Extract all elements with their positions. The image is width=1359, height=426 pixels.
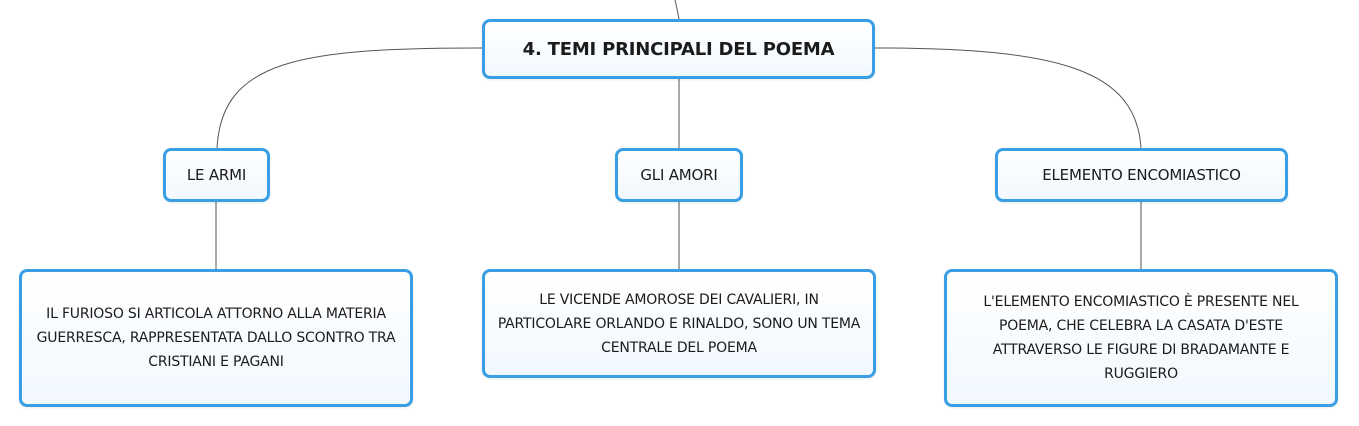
description-text: LE VICENDE AMOROSE DEI CAVALIERI, IN PARTICOLARE ORLANDO E RINALDO, SONO UN TEMA CENTRALE DEL POEMA bbox=[497, 291, 861, 356]
root-node-temi-principali[interactable] bbox=[482, 19, 875, 79]
topic-node-label: ELEMENTO ENCOMIASTICO bbox=[1042, 166, 1241, 184]
topic-node-label: LE ARMI bbox=[186, 166, 247, 184]
connector-root-to-encomiastico bbox=[875, 48, 1141, 148]
description-node-elemento-encomiastico[interactable] bbox=[944, 269, 1338, 407]
description-node-le-armi[interactable] bbox=[19, 269, 413, 407]
topic-node-gli-amori[interactable] bbox=[615, 148, 743, 202]
description-node-gli-amori[interactable] bbox=[482, 269, 876, 378]
connector-root-to-le-armi bbox=[217, 48, 482, 148]
topic-node-elemento-encomiastico[interactable] bbox=[995, 148, 1288, 202]
description-text: L'ELEMENTO ENCOMIASTICO È PRESENTE NEL POEMA, CHE CELEBRA LA CASATA D'ESTE ATTRAVERSO LE FIGURE DI BRADAMANTE E RUGGIERO bbox=[983, 294, 1299, 382]
connector-parent-to-root bbox=[675, 0, 679, 19]
topic-node-le-armi[interactable] bbox=[163, 148, 270, 202]
description-text: IL FURIOSO SI ARTICOLA ATTORNO ALLA MATERIA GUERRESCA, RAPPRESENTATA DALLO SCONTRO TRA CRISTIANI E PAGANI bbox=[36, 306, 396, 370]
topic-node-label: GLI AMORI bbox=[640, 166, 718, 184]
root-node-label: 4. TEMI PRINCIPALI DEL POEMA bbox=[522, 38, 835, 60]
